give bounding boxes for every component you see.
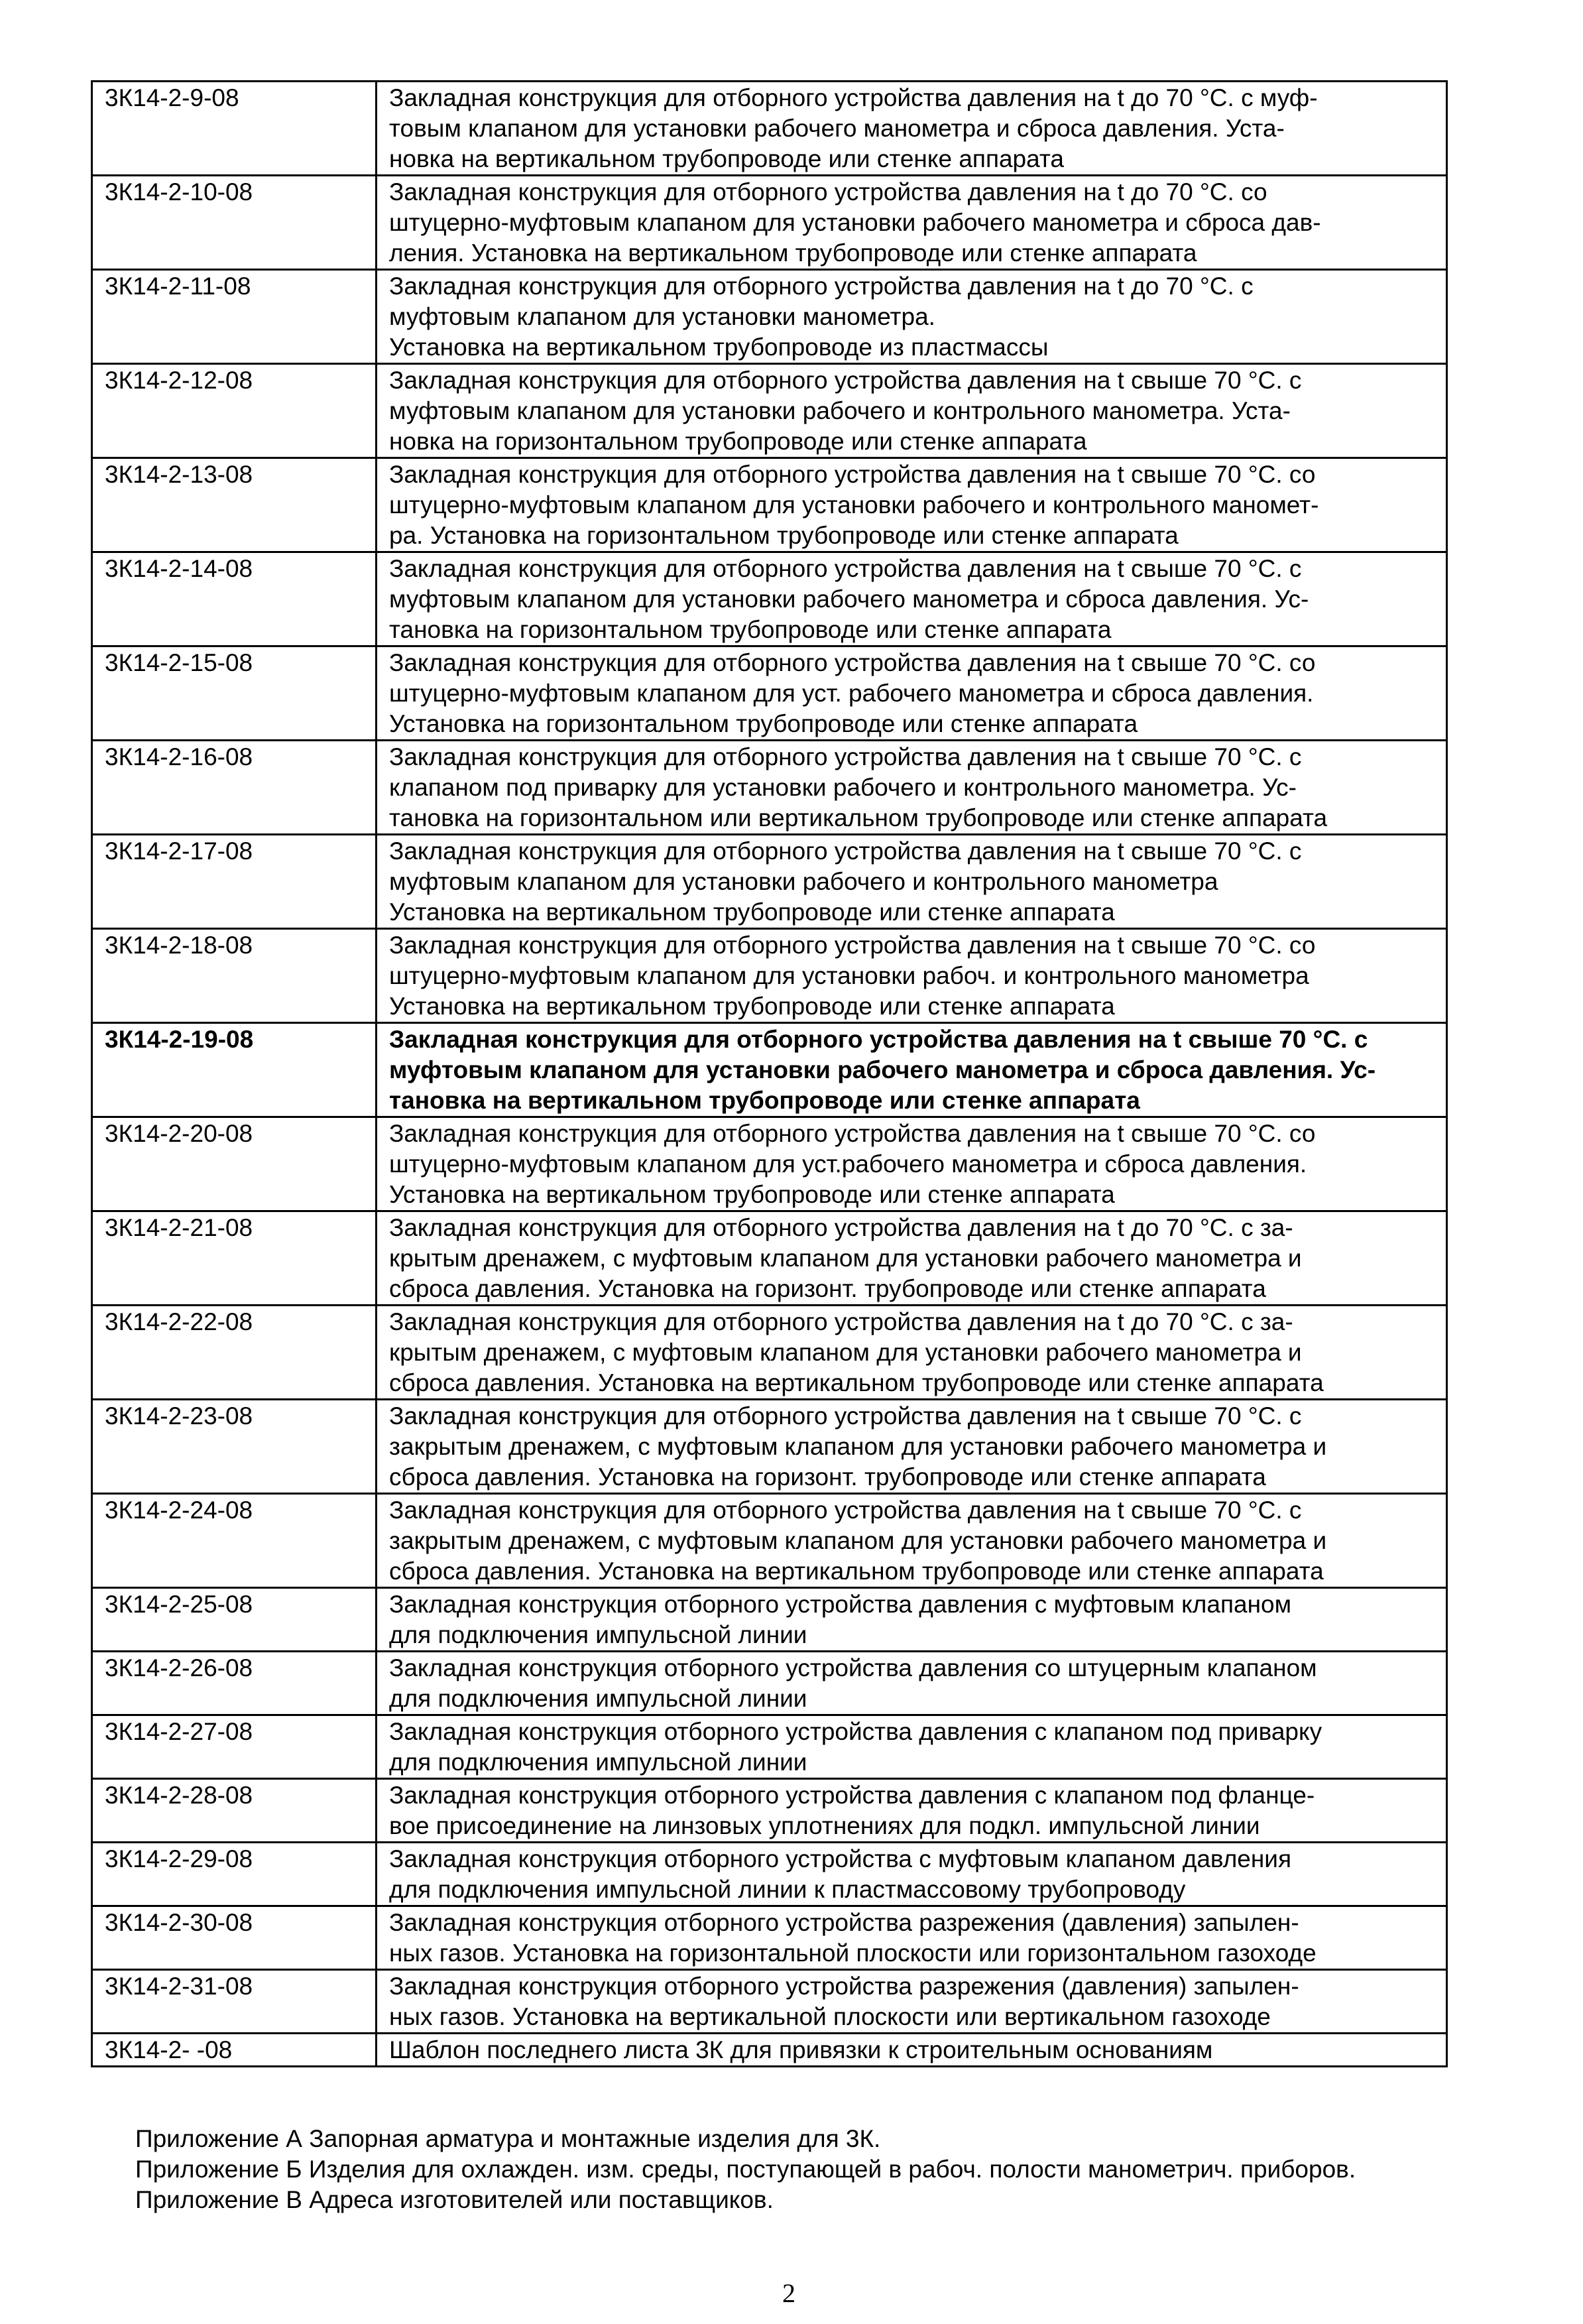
- document-code: 3К14-2-27-08: [92, 1715, 377, 1779]
- document-description: [377, 1211, 1447, 1306]
- document-description: [377, 270, 1447, 364]
- description-line: Закладная конструкция для отборного устройства давления на t свыше 70 °С. с: [389, 367, 1302, 394]
- description-line: ных газов. Установка на горизонтальной плоскости или горизонтальном газоходе: [389, 1939, 1317, 1967]
- description-line: муфтовым клапаном для установки рабочего и контрольного манометра. Уста-: [389, 397, 1291, 424]
- description-line: ра. Установка на горизонтальном трубопроводе или стенке аппарата: [389, 522, 1179, 549]
- table-row: [92, 552, 1447, 646]
- table-row: [92, 835, 1447, 929]
- description-line: муфтовым клапаном для установки рабочего манометра и сброса давления. Ус-: [389, 585, 1309, 613]
- description-line: крытым дренажем, с муфтовым клапаном для установки рабочего манометра и: [389, 1245, 1302, 1272]
- document-code: 3К14-2-29-08: [92, 1843, 377, 1906]
- document-description: [377, 458, 1447, 552]
- page-number: 2: [782, 2278, 795, 2308]
- document-code: 3К14-2-26-08: [92, 1652, 377, 1715]
- description-line: Установка на вертикальном трубопроводе из пластмассы: [389, 334, 1049, 361]
- description-line: товым клапаном для установки рабочего манометра и сброса давления. Уста-: [389, 115, 1285, 142]
- description-line: Установка на вертикальном трубопроводе или стенке аппарата: [389, 993, 1115, 1020]
- description-line: Установка на вертикальном трубопроводе или стенке аппарата: [389, 898, 1115, 926]
- table-row: [92, 1211, 1447, 1306]
- description-line: Закладная конструкция для отборного устройства давления на t до 70 °С. с за-: [389, 1308, 1293, 1335]
- document-code: 3К14-2-20-08: [92, 1117, 377, 1211]
- description-line: ления. Установка на вертикальном трубопроводе или стенке аппарата: [389, 239, 1197, 267]
- description-line: закрытым дренажем, с муфтовым клапаном для установки рабочего манометра и: [389, 1527, 1327, 1554]
- document-code: 3К14-2-10-08: [92, 176, 377, 270]
- document-code: 3К14-2-13-08: [92, 458, 377, 552]
- table-row: [92, 1779, 1447, 1843]
- description-line: Установка на вертикальном трубопроводе или стенке аппарата: [389, 1181, 1115, 1208]
- description-line: тановка на горизонтальном трубопроводе или стенке аппарата: [389, 616, 1112, 643]
- document-code: 3К14-2-19-08: [92, 1023, 377, 1117]
- document-code: 3К14-2-9-08: [92, 82, 377, 176]
- document-description: [377, 1023, 1447, 1117]
- description-line: Закладная конструкция отборного устройства с муфтовым клапаном давления: [389, 1845, 1292, 1872]
- document-code: 3К14-2-17-08: [92, 835, 377, 929]
- description-line: сброса давления. Установка на вертикальном трубопроводе или стенке аппарата: [389, 1369, 1324, 1396]
- description-line: Закладная конструкция для отборного устройства давления на t свыше 70 °С. с: [389, 1402, 1302, 1430]
- description-line: Закладная конструкция для отборного устройства давления на t до 70 °С. с за-: [389, 1214, 1293, 1241]
- description-line: Закладная конструкция для отборного устройства давления на t свыше 70 °С. с: [389, 555, 1302, 582]
- description-line: сброса давления. Установка на горизонт. трубопроводе или стенке аппарата: [389, 1275, 1266, 1302]
- document-description: [377, 176, 1447, 270]
- description-line: Закладная конструкция отборного устройства давления с клапаном под приварку: [389, 1718, 1322, 1745]
- document-description: [377, 1906, 1447, 1970]
- document-description: [377, 1306, 1447, 1400]
- description-line: новка на горизонтальном трубопроводе или стенке аппарата: [389, 428, 1087, 455]
- description-line: Закладная конструкция для отборного устройства давления на t до 70 °С. со: [389, 178, 1267, 206]
- table-row: [92, 1715, 1447, 1779]
- description-line: Закладная конструкция для отборного устройства давления на t свыше 70 °С. с: [389, 1026, 1368, 1053]
- description-line: Закладная конструкция для отборного устройства давления на t свыше 70 °С. с: [389, 743, 1302, 770]
- description-line: Закладная конструкция для отборного устройства давления на t свыше 70 °С. со: [389, 932, 1316, 959]
- description-line: сброса давления. Установка на вертикальном трубопроводе или стенке аппарата: [389, 1558, 1324, 1585]
- description-line: Закладная конструкция для отборного устройства давления на t свыше 70 °С. со: [389, 1120, 1316, 1147]
- document-description: [377, 646, 1447, 741]
- description-line: Закладная конструкция отборного устройства разрежения (давления) запылен-: [389, 1909, 1299, 1936]
- table-row: [92, 1494, 1447, 1588]
- document-code: 3К14-2-18-08: [92, 929, 377, 1023]
- document-code: 3К14-2-16-08: [92, 741, 377, 835]
- table-row: [92, 270, 1447, 364]
- description-line: вое присоединение на линзовых уплотнениях для подкл. импульсной линии: [389, 1812, 1260, 1839]
- document-description: [377, 1843, 1447, 1906]
- description-line: для подключения импульсной линии к пластмассовому трубопроводу: [389, 1876, 1186, 1903]
- document-code: 3К14-2-15-08: [92, 646, 377, 741]
- description-line: Закладная конструкция для отборного устройства давления на t свыше 70 °С. с: [389, 837, 1302, 865]
- construction-list-table: [91, 80, 1448, 2067]
- appendix-c: Приложение В Адреса изготовителей или поставщиков.: [135, 2186, 774, 2213]
- document-code: 3К14-2-21-08: [92, 1211, 377, 1306]
- table-row: [92, 82, 1447, 176]
- description-line: Закладная конструкция отборного устройства давления со штуцерным клапаном: [389, 1654, 1317, 1682]
- table-row: [92, 1906, 1447, 1970]
- description-line: штуцерно-муфтовым клапаном для установки рабочего манометра и сброса дав-: [389, 209, 1321, 236]
- document-description: [377, 1117, 1447, 1211]
- description-line: крытым дренажем, с муфтовым клапаном для установки рабочего манометра и: [389, 1339, 1302, 1366]
- document-description: [377, 364, 1447, 458]
- document-description: [377, 1400, 1447, 1494]
- description-line: клапаном под приварку для установки рабочего и контрольного манометра. Ус-: [389, 774, 1297, 801]
- document-description: [377, 1588, 1447, 1652]
- description-line: штуцерно-муфтовым клапаном для установки рабоч. и контрольного манометра: [389, 962, 1309, 989]
- document-code: 3К14-2-11-08: [92, 270, 377, 364]
- document-description: [377, 741, 1447, 835]
- description-line: штуцерно-муфтовым клапаном для установки рабочего и контрольного маномет-: [389, 491, 1319, 519]
- description-line: Закладная конструкция для отборного устройства давления на t свыше 70 °С. с: [389, 1497, 1302, 1524]
- description-line: тановка на вертикальном трубопроводе или стенке аппарата: [389, 1087, 1140, 1114]
- table-row: [92, 364, 1447, 458]
- document-description: [377, 2034, 1447, 2067]
- description-line: Закладная конструкция для отборного устройства давления на t свыше 70 °С. со: [389, 461, 1316, 488]
- table-row: [92, 646, 1447, 741]
- table-row: [92, 458, 1447, 552]
- description-line: для подключения импульсной линии: [389, 1621, 807, 1648]
- document-description: [377, 835, 1447, 929]
- document-code: 3К14-2-28-08: [92, 1779, 377, 1843]
- appendix-a: Приложение А Запорная арматура и монтажные изделия для 3К.: [135, 2125, 881, 2152]
- description-line: закрытым дренажем, с муфтовым клапаном для установки рабочего манометра и: [389, 1433, 1327, 1460]
- table-row: [92, 1588, 1447, 1652]
- description-line: для подключения импульсной линии: [389, 1685, 807, 1712]
- document-code: 3К14-2-25-08: [92, 1588, 377, 1652]
- document-description: [377, 1779, 1447, 1843]
- description-line: муфтовым клапаном для установки манометра.: [389, 303, 935, 330]
- description-line: Закладная конструкция отборного устройства давления с муфтовым клапаном: [389, 1591, 1292, 1618]
- table-row: [92, 176, 1447, 270]
- table-row: [92, 741, 1447, 835]
- table-row: [92, 1306, 1447, 1400]
- document-description: [377, 929, 1447, 1023]
- description-line: штуцерно-муфтовым клапаном для уст.рабочего манометра и сброса давления.: [389, 1150, 1307, 1178]
- description-line: Шаблон последнего листа 3К для привязки к строительным основаниям: [389, 2036, 1213, 2063]
- description-line: Закладная конструкция для отборного устройства давления на t до 70 °С. с муф-: [389, 84, 1318, 111]
- document-description: [377, 1715, 1447, 1779]
- table-row: [92, 1843, 1447, 1906]
- table-row: [92, 2034, 1447, 2067]
- document-description: [377, 1494, 1447, 1588]
- description-line: Закладная конструкция для отборного устройства давления на t до 70 °С. с: [389, 273, 1254, 300]
- description-line: штуцерно-муфтовым клапаном для уст. рабочего манометра и сброса давления.: [389, 680, 1314, 707]
- document-code: 3К14-2-31-08: [92, 1970, 377, 2034]
- description-line: новка на вертикальном трубопроводе или стенке аппарата: [389, 145, 1065, 172]
- document-code: 3К14-2- -08: [92, 2034, 377, 2067]
- description-line: Закладная конструкция для отборного устройства давления на t свыше 70 °С. со: [389, 649, 1316, 676]
- document-code: 3К14-2-23-08: [92, 1400, 377, 1494]
- description-line: ных газов. Установка на вертикальной плоскости или вертикальном газоходе: [389, 2003, 1271, 2030]
- document-code: 3К14-2-24-08: [92, 1494, 377, 1588]
- document-code: 3К14-2-14-08: [92, 552, 377, 646]
- document-description: [377, 552, 1447, 646]
- document-description: [377, 1652, 1447, 1715]
- description-line: сброса давления. Установка на горизонт. трубопроводе или стенке аппарата: [389, 1463, 1266, 1491]
- description-line: Закладная конструкция отборного устройства давления с клапаном под фланце-: [389, 1782, 1315, 1809]
- description-line: Установка на горизонтальном трубопроводе или стенке аппарата: [389, 710, 1138, 737]
- table-row: [92, 1652, 1447, 1715]
- description-line: тановка на горизонтальном или вертикальном трубопроводе или стенке аппарата: [389, 804, 1328, 831]
- table-row: [92, 1400, 1447, 1494]
- document-code: 3К14-2-22-08: [92, 1306, 377, 1400]
- description-line: Закладная конструкция отборного устройства разрежения (давления) запылен-: [389, 1973, 1299, 2000]
- description-line: для подключения импульсной линии: [389, 1748, 807, 1776]
- table-row: [92, 1117, 1447, 1211]
- document-description: [377, 82, 1447, 176]
- appendix-b: Приложение Б Изделия для охлажден. изм. среды, поступающей в рабоч. полости манометрич. приборов.: [135, 2156, 1356, 2183]
- document-description: [377, 1970, 1447, 2034]
- table-row: [92, 929, 1447, 1023]
- document-code: 3К14-2-30-08: [92, 1906, 377, 1970]
- description-line: муфтовым клапаном для установки рабочего и контрольного манометра: [389, 868, 1218, 895]
- document-code: 3К14-2-12-08: [92, 364, 377, 458]
- description-line: муфтовым клапаном для установки рабочего манометра и сброса давления. Ус-: [389, 1056, 1376, 1083]
- table-row: [92, 1023, 1447, 1117]
- table-row: [92, 1970, 1447, 2034]
